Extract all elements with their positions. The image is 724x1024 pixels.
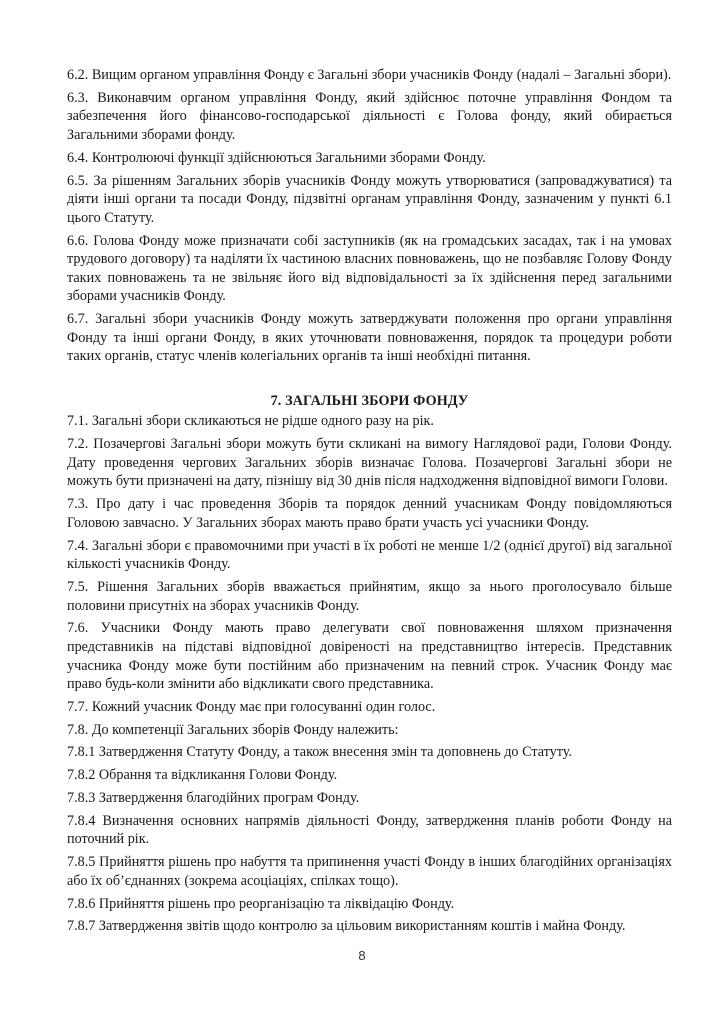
clause-6-5: 6.5. За рішенням Загальних зборів учасників Фонду можуть утворюватися (запроваджуватися) та діяти інші органи та посади Фонду, підзвітні органам управління Фонду, зазначеним у пункті 6.1 цього Статуту. [67, 172, 672, 226]
clause-7-3: 7.3. Про дату і час проведення Зборів та порядок денний учасникам Фонду повідомляються Головою завчасно. У Загальних зборах мають право брати участь усі учасники Фонду. [67, 496, 672, 531]
clause-7-8-1: 7.8.1 Затвердження Статуту Фонду, а також внесення змін та доповнень до Статуту. [67, 744, 572, 761]
clause-7-8-4: 7.8.4 Визначення основних напрямів діяльності Фонду, затвердження планів роботи Фонду на поточний рік. [67, 812, 672, 848]
clause-7-8-2: 7.8.2 Обрання та відкликання Голови Фонду. [67, 767, 338, 784]
clause-6-6: 6.6. Голова Фонду може призначати собі заступників (як на громадських засадах, так і на умовах трудового договору) та наділяти їх частиною власних повноважень, що не позбавляє Голову Фонду таких повноважень та не звільняє його від відповідальності за їх здійснення перед загальними зборами учасників Фонду. [67, 232, 672, 305]
clause-6-4: 6.4. Контролюючі функції здійснюються Загальними зборами Фонду. [67, 149, 486, 166]
clause-7-8-7: 7.8.7 Затвердження звітів щодо контролю за цільовим використанням коштів і майна Фонду. [67, 918, 626, 935]
clause-7-8-3: 7.8.3 Затвердження благодійних програм Фонду. [67, 790, 360, 806]
clause-7-6: 7.6. Учасники Фонду мають право делегувати свої повноваження шляхом призначення представників на підставі відповідної довіреності на представництво інтересів. Представник учасника Фонду може бути постійним або призначеним на певний строк. Учасник Фонду має право будь-коли змінити або відкликати свого представника. [67, 620, 672, 693]
document-page [67, 66, 672, 940]
clause-7-4: 7.4. Загальні збори є правомочними при участі в їх роботі не менше 1/2 (однієї другої) від загальної кількості учасників Фонду. [67, 537, 672, 573]
section-7-heading: 7. ЗАГАЛЬНІ ЗБОРИ ФОНДУ [270, 392, 469, 409]
page-number: 8 [358, 948, 366, 963]
clause-6-3: 6.3. Виконавчим органом управління Фонду, який здійснює поточне управління Фондом та забезпечення його фінансово-господарської діяльності є Голова фонду, який обирається Загальними зборами фонду. [67, 89, 672, 143]
clause-7-1: 7.1. Загальні збори скликаються не рідше одного разу на рік. [67, 413, 434, 430]
clause-7-2: 7.2. Позачергові Загальні збори можуть бути скликані на вимогу Наглядової ради, Голови Фонду. Дату проведення чергових Загальних зборів визначає Голова. Позачергові Загальні збори не можуть бути призначені на дату, пізнішу від 30 днів після надходження відповідної вимоги Голови. [67, 436, 672, 490]
clause-6-7: 6.7. Загальні збори учасників Фонду можуть затверджувати положення про органи управління Фонду та інші органи Фонду, в яких уточнювати повноваження, порядок та процедури роботи таких органів, статус членів колегіальних органів та інші необхідні питання. [67, 311, 672, 365]
clause-7-8-6: 7.8.6 Прийняття рішень про реорганізацію та ліквідацію Фонду. [67, 895, 455, 912]
clause-7-5: 7.5. Рішення Загальних зборів вважається прийнятим, якщо за нього проголосувало більше половини присутніх на зборах учасників Фонду. [67, 578, 672, 614]
clause-6-2: 6.2. Вищим органом управління Фонду є Загальні збори учасників Фонду (надалі – Загальні збори). [67, 67, 672, 83]
clause-7-8: 7.8. До компетенції Загальних зборів Фонду належить: [67, 721, 399, 738]
clause-7-7: 7.7. Кожний учасник Фонду має при голосуванні один голос. [67, 698, 436, 715]
clause-7-8-5: 7.8.5 Прийняття рішень про набуття та припинення участі Фонду в інших благодійних організаціях або їх об’єднаннях (зокрема асоціаціях, спілках тощо). [67, 854, 672, 889]
